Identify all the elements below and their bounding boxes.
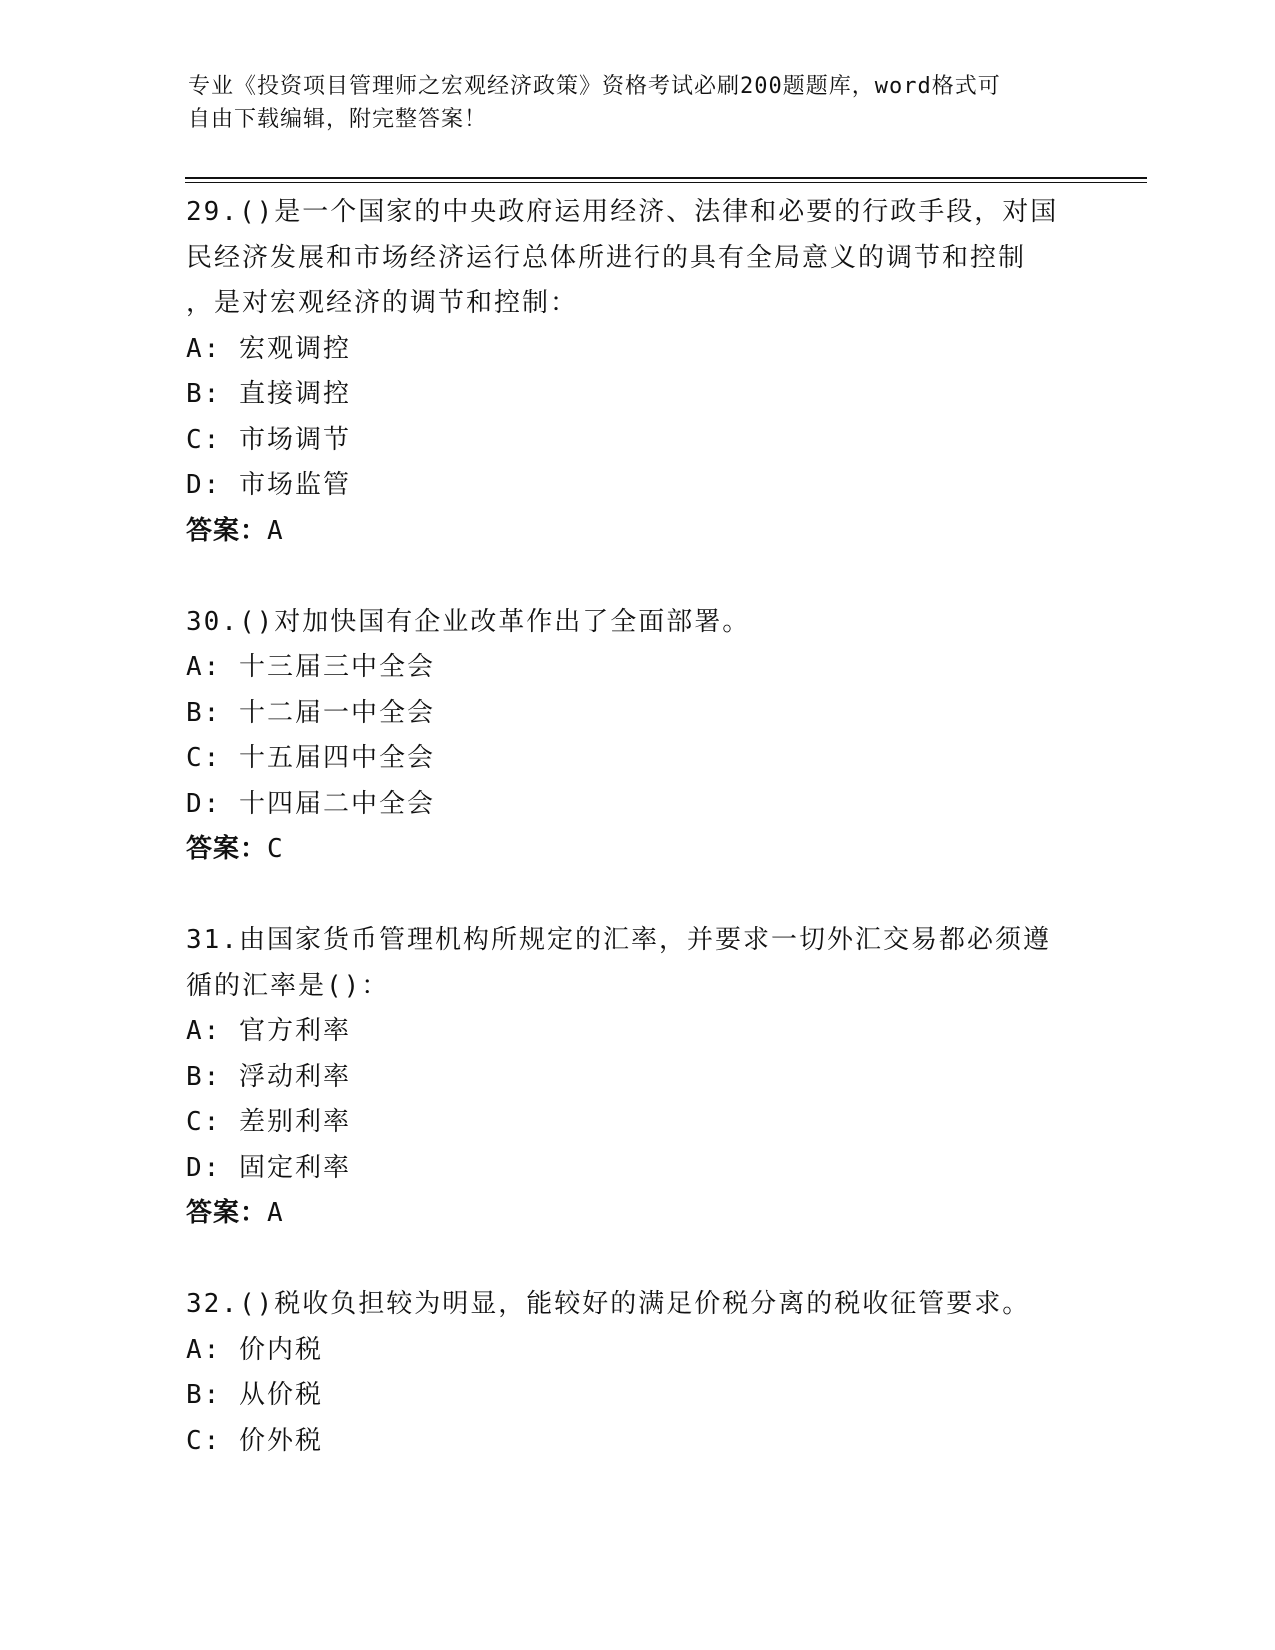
answer-label: 答案：: [186, 515, 268, 546]
header-line-2: 自由下载编辑，附完整答案！: [188, 107, 488, 132]
header-divider-thin: [185, 182, 1147, 183]
question-text-line: 32.()税收负担较为明显，能较好的满足价税分离的税收征管要求。: [186, 1289, 1031, 1319]
question-32: [186, 1282, 1086, 1464]
answer-line: [186, 827, 1086, 873]
header-divider-thick: [185, 177, 1147, 179]
document-header: [188, 70, 1068, 136]
question-list: [186, 190, 1086, 1510]
question-text-line: 31.由国家货币管理机构所规定的汇率，并要求一切外汇交易都必须遵: [186, 925, 1051, 955]
option-d: D: 市场监管: [186, 470, 351, 500]
option-c: C: 差别利率: [186, 1107, 351, 1137]
header-line-1: 专业《投资项目管理师之宏观经济政策》资格考试必刷200题题库，word格式可: [188, 74, 1001, 99]
question-31: [186, 918, 1086, 1237]
answer-label: 答案：: [186, 1198, 268, 1228]
option-a: A: 官方利率: [186, 1016, 351, 1046]
option-c: C: 价外税: [186, 1425, 323, 1456]
question-text-line: 29.()是一个国家的中央政府运用经济、法律和必要的行政手段，对国: [186, 197, 1059, 227]
answer-value: A: [267, 515, 284, 546]
option-b: B: 从价税: [186, 1380, 323, 1410]
option-c: C: 十五届四中全会: [186, 743, 435, 773]
option-a: A: 十三届三中全会: [186, 652, 435, 682]
answer-value: C: [267, 834, 284, 864]
answer-line: [186, 509, 1086, 555]
question-29: [186, 190, 1086, 554]
question-text-line: 30.()对加快国有企业改革作出了全面部署。: [186, 606, 751, 637]
option-a: A: 价内税: [186, 1334, 323, 1365]
question-text-line: 民经济发展和市场经济运行总体所进行的具有全局意义的调节和控制: [186, 242, 1027, 273]
option-c: C: 市场调节: [186, 424, 351, 455]
option-b: B: 十二届一中全会: [186, 697, 435, 728]
option-a: A: 宏观调控: [186, 333, 351, 364]
option-b: B: 浮动利率: [186, 1061, 351, 1092]
question-30: [186, 600, 1086, 873]
question-text-line: 循的汇率是()：: [186, 970, 390, 1001]
option-d: D: 固定利率: [186, 1152, 351, 1183]
answer-label: 答案：: [186, 834, 268, 864]
option-d: D: 十四届二中全会: [186, 788, 435, 819]
answer-value: A: [267, 1198, 284, 1228]
option-b: B: 直接调控: [186, 379, 351, 409]
question-text-line: ，是对宏观经济的调节和控制：: [186, 288, 579, 318]
answer-line: [186, 1191, 1086, 1237]
